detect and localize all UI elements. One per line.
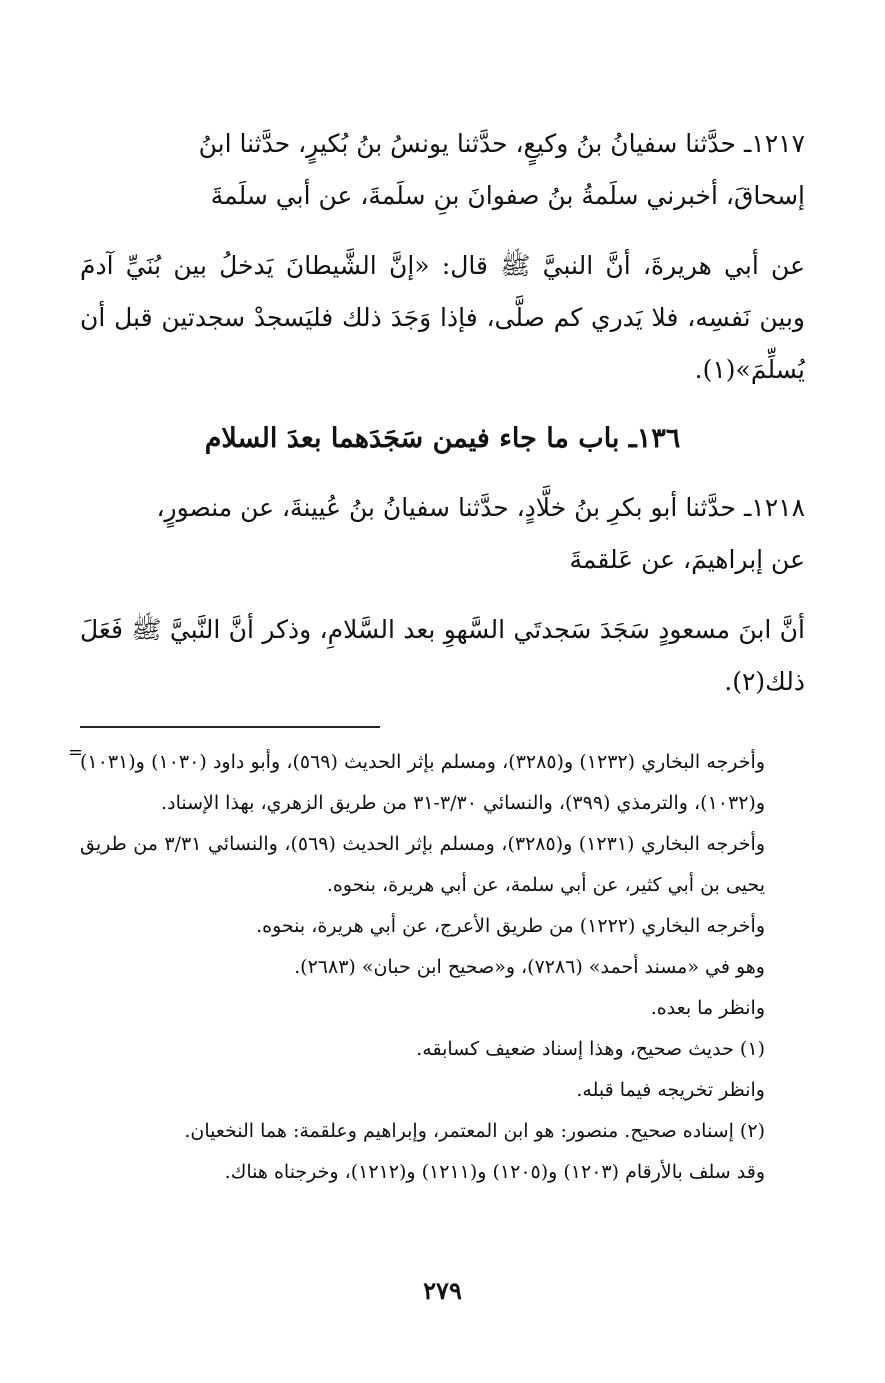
hadith-1218-isnad	[80, 482, 805, 586]
continuation-mark: =	[68, 742, 84, 763]
footnote-divider	[80, 726, 380, 728]
footnote-line: وقد سلف بالأرقام (١٢٠٣) و(١٢٠٥) و(١٢١١) و(١٢١٢)، وخرجناه هناك.	[224, 1161, 765, 1183]
footnote-line: وأخرجه البخاري (١٢٣٢) و(٣٢٨٥)، ومسلم بإثر الحديث (٥٦٩)، وأبو داود (١٠٣٠) و(١٠٣١) و(١٠٣٢)، والترمذي (٣٩٩)، والنسائي ٣/٣٠-٣١ من طريق الزهري، بهذا الإسناد.	[80, 751, 765, 814]
hadith-1218-line-2: عن إبراهيمَ، عن عَلقمةَ	[569, 545, 805, 574]
footnote-line: وانظر تخريجه فيما قبله.	[576, 1079, 765, 1101]
main-text	[80, 118, 805, 708]
hadith-1217-line-2: إسحاقَ، أخبرني سلَمةُ بنُ صفوانَ بنِ سلَمةَ، عن أبي سلَمةَ	[210, 181, 805, 210]
footnote-line: وانظر ما بعده.	[650, 997, 765, 1019]
hadith-1217-matn-block	[80, 240, 805, 396]
footnote-2: (٢) إسناده صحيح. منصور: هو ابن المعتمر، وإبراهيم وعلقمة: هما النخعيان.	[184, 1120, 765, 1142]
footnote-line: وأخرجه البخاري (١٢٢٢) من طريق الأعرج، عن أبي هريرة، بنحوه.	[256, 915, 765, 937]
hadith-1217-matn: عن أبي هريرةَ، أنَّ النبيَّ ﷺ قال: «إنَّ الشَّيطانَ يَدخلُ بين بُنَيِّ آدمَ وبين نَفسِه، فلا يَدري كم صلَّى، فإذا وَجَدَ ذلك فليَسجدْ سجدتين قبل أن يُسلِّمَ»(١).	[80, 251, 805, 384]
page-body	[68, 118, 805, 1383]
hadith-1218-matn-block	[80, 604, 805, 708]
footnotes	[68, 742, 805, 1193]
hadith-1217-line-1: ١٢١٧ـ حدَّثنا سفيانُ بنُ وكيعٍ، حدَّثنا يونسُ بنُ بُكيرٍ، حدَّثنا ابنُ	[198, 129, 805, 158]
footnote-line: وأخرجه البخاري (١٢٣١) و(٣٢٨٥)، ومسلم بإثر الحديث (٥٦٩)، والنسائي ٣/٣١ من طريق يحيى بن أبي كثير، عن أبي سلمة، عن أبي هريرة، بنحوه.	[80, 833, 766, 896]
page-number: ٢٧٩	[423, 1276, 462, 1305]
footnote-line: وهو في «مسند أحمد» (٧٢٨٦)، و«صحيح ابن حبان» (٢٦٨٣).	[294, 956, 765, 978]
chapter-heading: ١٣٦ـ باب ما جاء فيمن سَجَدَهما بعدَ السلام	[204, 423, 681, 454]
hadith-1217-isnad	[80, 118, 805, 222]
footnote-1: (١) حديث صحيح، وهذا إسناد ضعيف كسابقه.	[416, 1038, 765, 1060]
hadith-1218-line-1: ١٢١٨ـ حدَّثنا أبو بكرِ بنُ خلَّادٍ، حدَّثنا سفيانُ بنُ عُيينةَ، عن منصورٍ،	[156, 493, 805, 522]
hadith-1218-matn: أنَّ ابنَ مسعودٍ سَجَدَ سَجدتَي السَّهوِ بعد السَّلامِ، وذكر أنَّ النَّبيَّ ﷺ فَعَلَ ذلك(٢).	[80, 615, 805, 696]
